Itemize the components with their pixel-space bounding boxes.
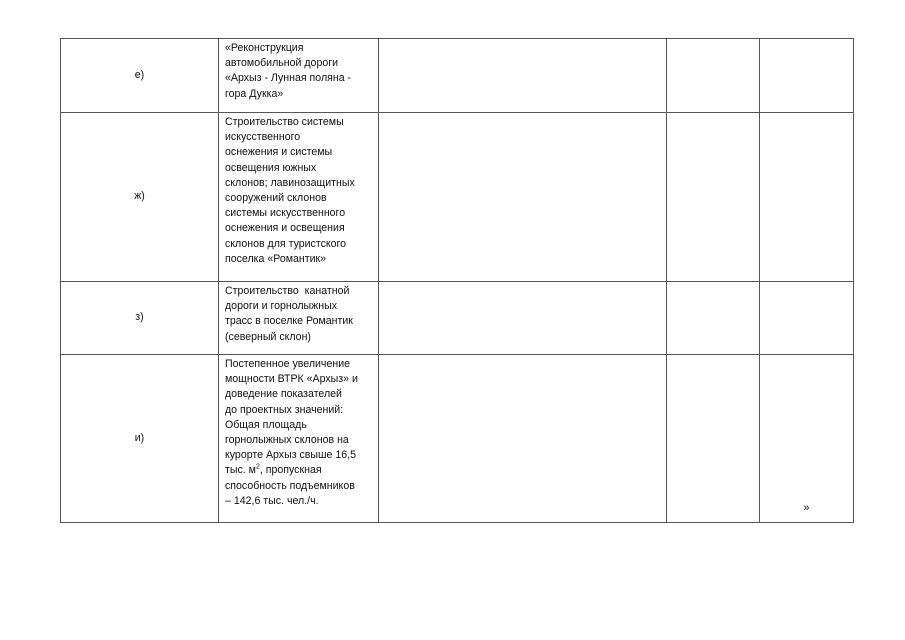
description-line: искусственного	[225, 131, 301, 144]
description-line: курорте Архыз свыше 16,5	[225, 449, 356, 462]
empty-cell	[667, 282, 760, 355]
description-line: «Реконструкция	[225, 42, 304, 54]
row-index: з)	[61, 282, 219, 355]
description-line: Общая площадь	[225, 418, 307, 431]
empty-cell	[760, 39, 854, 113]
description-line: системы искусственного	[225, 207, 346, 220]
closing-quote-cell	[760, 355, 854, 523]
table-row	[61, 355, 854, 523]
document-table	[60, 38, 854, 523]
row-index: е)	[61, 39, 219, 113]
empty-cell	[667, 355, 760, 523]
description-line: освещения южных	[225, 161, 317, 174]
empty-cell	[379, 355, 667, 523]
closing-quote: »	[803, 501, 810, 514]
description-line: до проектных значений:	[225, 403, 344, 416]
row-description	[219, 113, 379, 282]
table-row	[61, 113, 854, 282]
empty-cell	[760, 113, 854, 282]
description-line: (северный склон)	[225, 330, 311, 343]
description-line: «Архыз - Лунная поляна -	[225, 72, 352, 85]
empty-cell	[667, 113, 760, 282]
description-line: дороги и горнолыжных	[225, 300, 338, 313]
description-line: горнолыжных склонов на	[225, 434, 349, 447]
description-line: мощности ВТРК «Архыз» и	[225, 373, 358, 386]
empty-cell	[379, 39, 667, 113]
row-description	[219, 282, 379, 355]
row-description	[219, 355, 379, 523]
description-line	[225, 463, 374, 478]
empty-cell	[379, 282, 667, 355]
description-line: Строительство системы	[225, 116, 344, 128]
description-line: оснежения и освещения	[225, 222, 345, 235]
empty-cell	[667, 39, 760, 113]
description-line: трасс в поселке Романтик	[225, 315, 353, 328]
description-line: Строительство канатной	[225, 285, 350, 297]
description-line: склонов; лавинозащитных	[225, 176, 355, 189]
description-line: оснежения и системы	[225, 146, 333, 159]
row-index: и)	[61, 355, 219, 523]
line-tail-text: , пропускная	[259, 464, 322, 477]
row-description	[219, 39, 379, 113]
description-line: – 142,6 тыс. чел./ч.	[225, 494, 319, 507]
empty-cell	[379, 113, 667, 282]
table-row	[61, 39, 854, 113]
description-line: сооружений склонов	[225, 192, 327, 205]
description-line: гора Дукка»	[225, 87, 284, 100]
table-row	[61, 282, 854, 355]
description-line: склонов для туристского	[225, 237, 347, 250]
description-line: поселка «Романтик»	[225, 252, 327, 265]
empty-cell	[760, 282, 854, 355]
description-line: автомобильной дороги	[225, 57, 339, 70]
unit-text: тыс. м	[225, 464, 256, 477]
row-index: ж)	[61, 113, 219, 282]
description-line: способность подъемников	[225, 479, 355, 492]
description-line: доведение показателей	[225, 388, 342, 401]
unit-superscript: 2	[255, 463, 260, 471]
description-line: Постепенное увеличение	[225, 358, 350, 370]
